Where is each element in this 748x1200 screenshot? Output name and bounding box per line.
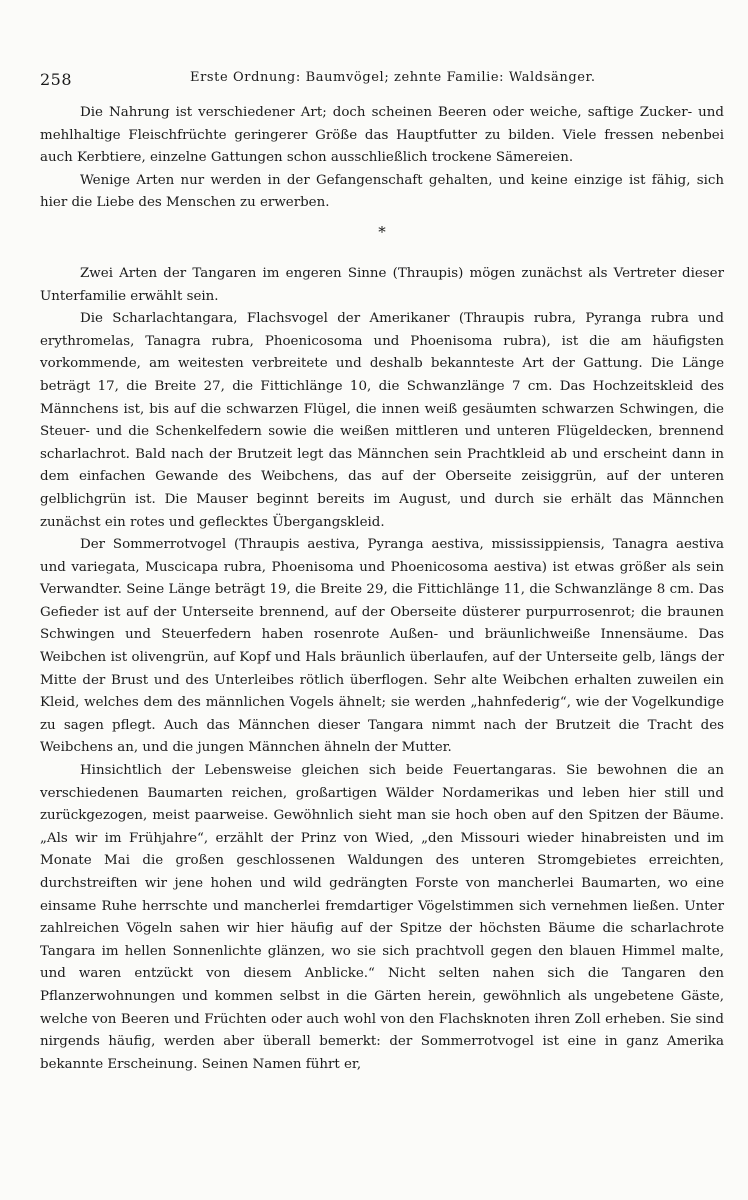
paragraph-lebensweise: Hinsichtlich der Lebensweise gleichen sich beide Feuertangaras. Sie bewohnen die an verschiedenen Baumarten reichen, großartigen Wälder Nordamerikas und leben hier still und zurückgezogen, meist paarweise. Gewöhnlich sieht man sie hoch oben auf den Spitzen der Bäume. „Als wir im Frühjahre“, erzählt der Prinz von Wied, „den Missouri wieder hinabreisten und im Monate Mai die großen geschlossenen Waldungen des unteren Stromgebietes erreichten, durchstreiften wir jene hohen und wild gedrängten Forste von mancherlei Baumarten, wo eine einsame Ruhe herrschte und mancherlei fremdartiger Vögelstimmen sich vernehmen ließen. Unter zahlreichen Vögeln sahen wir hier häufig auf der Spitze der höchsten Bäume die scharlachrote Tangara im hellen Sonnenlichte glänzen, wo sie sich prachtvoll gegen den blauen Himmel malte, und waren entzückt von diesem Anblicke.“ Nicht selten nahen sich die Tangaren den Pflanzerwohnungen und kommen selbst in die Gärten herein, gewöhnlich als ungebetene Gäste, welche von Beeren und Früchten oder auch wohl von den Flachsknoten ihren Zoll erheben. Sie sind nirgends häufig, werden aber überall bemerkt: der Sommerrotvogel ist eine in ganz Amerika bekannte Erscheinung. Seinen Namen führt er, bbox=[40, 763, 724, 1072]
paragraph-gefangenschaft: Wenige Arten nur werden in der Gefangenschaft gehalten, und keine einzige ist fähig, sich hier die Liebe des Menschen zu erwerben. bbox=[40, 172, 724, 211]
section-separator: * bbox=[378, 222, 386, 241]
paragraph-nahrung: Die Nahrung ist verschiedener Art; doch scheinen Beeren oder weiche, saftige Zucker- und mehlhaltige Fleischfrüchte geringerer Größe das Hauptfutter zu bilden. Viele fressen nebenbei auch Kerbtiere, einzelne Gattungen schon ausschließlich trockene Sämereien. bbox=[40, 105, 724, 166]
body-text bbox=[40, 102, 724, 1076]
page-header bbox=[40, 70, 720, 92]
paragraph-sommerrotvogel: Der Sommerrotvogel (Thraupis aestiva, Pyranga aestiva, mississippiensis, Tanagra aestiva und variegata, Muscicapa rubra, Phoenisoma und Phoenicosoma aestiva) ist etwas größer als sein Verwandter. Seine Länge beträgt 19, die Breite 29, die Fittichlänge 11, die Schwanzlänge 8 cm. Das Gefieder ist auf der Unterseite brennend, auf der Oberseite düsterer purpurrosenrot; die braunen Schwingen und Steuerfedern haben rosenrote Außen- und bräunlichweiße Innensäume. Das Weibchen ist olivengrün, auf Kopf und Hals bräunlich überlaufen, auf der Unterseite gelb, längs der Mitte der Brust und des Unterleibes rötlich überflogen. Sehr alte Weibchen erhalten zuweilen ein Kleid, welches dem des männlichen Vogels ähnelt; sie werden „hahnfederig“, wie der Vogelkundige zu sagen pflegt. Auch das Männchen dieser Tangara nimmt nach der Brutzeit die Tracht des Weibchens an, und die jungen Männchen ähneln der Mutter. bbox=[40, 537, 724, 756]
page-number: 258 bbox=[40, 70, 73, 89]
paragraph-scharlachtangara: Die Scharlachtangara, Flachsvogel der Amerikaner (Thraupis rubra, Pyranga rubra und erythromelas, Tanagra rubra, Phoenicosoma und Phoenisoma rubra), ist die am häufigsten vorkommende, am weitesten verbreitete und deshalb bekannteste Art der Gattung. Die Länge beträgt 17, die Breite 27, die Fittichlänge 10, die Schwanzlänge 7 cm. Das Hochzeitskleid des Männchens ist, bis auf die schwarzen Flügel, die innen weiß gesäumten schwarzen Schwingen, die Steuer- und die Schenkelfedern sowie die weißen mittleren und unteren Flügeldecken, brennend scharlachrot. Bald nach der Brutzeit legt das Männchen sein Prachtkleid ab und erscheint dann in dem einfachen Gewande des Weibchens, das auf der Oberseite zeisiggrün, auf der unteren gelblichgrün ist. Die Mauser beginnt bereits im August, und durch sie erhält das Männchen zunächst ein rotes und geflecktes Übergangskleid. bbox=[40, 311, 724, 530]
paragraph-section-intro: Zwei Arten der Tangaren im engeren Sinne (Thraupis) mögen zunächst als Vertreter dieser Unterfamilie erwählt sein. bbox=[40, 265, 724, 304]
running-head: Erste Ordnung: Baumvögel; zehnte Familie: Waldsänger. bbox=[190, 70, 596, 85]
